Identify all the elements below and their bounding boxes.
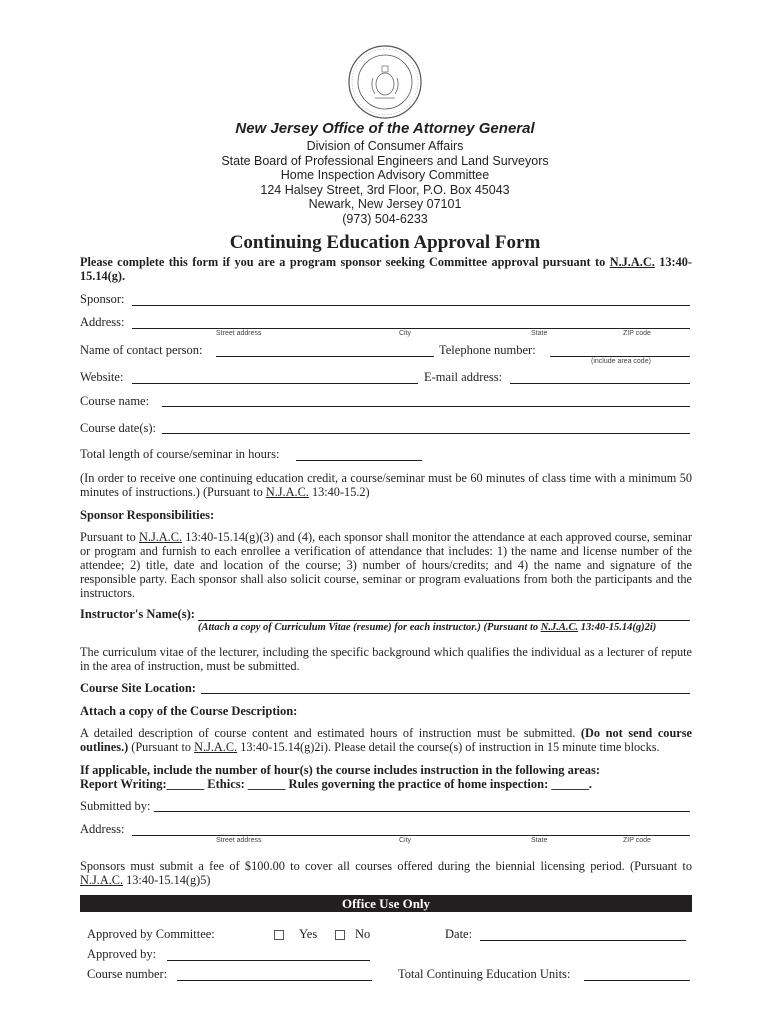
header-line: Newark, New Jersey 07101 bbox=[308, 197, 462, 211]
site-location-field[interactable] bbox=[201, 693, 690, 694]
telephone-field[interactable] bbox=[550, 356, 690, 357]
fee-text: Sponsors must submit a fee of $100.00 to cover all courses offered during the biennial licensing period. (Pursuant to N.J.A.C. 13:40-15.14(g)5) bbox=[80, 859, 692, 887]
street-caption: Street address bbox=[216, 330, 262, 337]
instructor-field[interactable] bbox=[198, 620, 690, 621]
attach-desc-heading: Attach a copy of the Course Description: bbox=[80, 704, 298, 718]
submitted-by-label: Submitted by: bbox=[80, 799, 151, 813]
header-line: Home Inspection Advisory Committee bbox=[280, 168, 490, 182]
website-field[interactable] bbox=[132, 383, 418, 384]
state-caption: State bbox=[531, 330, 548, 337]
total-units-field[interactable] bbox=[584, 980, 690, 981]
website-label: Website: bbox=[80, 370, 124, 384]
site-location-label: Course Site Location: bbox=[80, 681, 196, 695]
sponsor-label: Sponsor: bbox=[80, 292, 125, 306]
office-name: New Jersey Office of the Attorney General bbox=[235, 120, 535, 137]
no-checkbox[interactable] bbox=[335, 930, 345, 940]
city-caption: City bbox=[399, 837, 412, 844]
intro-text: Please complete this form if you are a program sponsor seeking Committee approval pursuant to N.J.A.C. 13:40-15.14(g). bbox=[80, 255, 692, 283]
form-title: Continuing Education Approval Form bbox=[229, 232, 541, 253]
city-caption: City bbox=[399, 330, 412, 337]
total-length-label: Total length of course/seminar in hours: bbox=[80, 447, 280, 461]
street-caption: Street address bbox=[216, 837, 262, 844]
area-code-caption: (include area code) bbox=[591, 358, 651, 365]
date-field[interactable] bbox=[480, 940, 686, 941]
office-use-heading: Office Use Only bbox=[80, 895, 692, 912]
desc-text: A detailed description of course content and estimated hours of instruction must be submitted. (Do not send course outlines.) (Pursuant to N.J.A.C. 13:40-15.14(g)2i). Please detail the course(s) of instruction in 15 minute time blocks. bbox=[80, 726, 692, 754]
header-line: 124 Halsey Street, 3rd Floor, P.O. Box 45043 bbox=[260, 182, 510, 197]
email-label: E-mail address: bbox=[424, 370, 503, 384]
header-line: Division of Consumer Affairs bbox=[306, 139, 464, 153]
no-label: No bbox=[355, 927, 371, 941]
credit-note: (In order to receive one continuing education credit, a course/seminar must be 60 minutes of class time with a minimum 50 minutes of instructions.) (Pursuant to N.J.A.C. 13:40-15.2) bbox=[80, 471, 692, 499]
total-length-field[interactable] bbox=[296, 460, 422, 461]
cv-text: The curriculum vitae of the lecturer, including the specific background which qualifies the individual as a lecturer of repute in the area of instruction, must be submitted. bbox=[80, 645, 692, 673]
course-number-label: Course number: bbox=[87, 967, 168, 981]
sponsor-resp-text: Pursuant to N.J.A.C. 13:40-15.14(g)(3) and (4), each sponsor shall monitor the attendance at each approved course, seminar or program and furnish to each enrollee a verification of attendance that includes: 1) the name and license number of the attendee; 2) title, date and location of the course; 3) number of hours/credits; and 4) the name and signature of the responsible party. Each sponsor shall also solicit course, seminar or program evaluations from both the participants and the instructors. bbox=[80, 530, 692, 600]
hours-areas-line1: If applicable, include the number of hour(s) the course includes instruction in the following areas: bbox=[80, 763, 601, 777]
address-label: Address: bbox=[80, 315, 125, 329]
approved-by-label: Approved by: bbox=[87, 947, 157, 961]
course-number-field[interactable] bbox=[177, 980, 372, 981]
zip-caption: ZIP code bbox=[623, 837, 651, 844]
header-line: State Board of Professional Engineers and Land Surveyors bbox=[221, 153, 549, 168]
yes-label: Yes bbox=[299, 927, 318, 941]
state-caption: State bbox=[531, 837, 548, 844]
course-dates-field[interactable] bbox=[162, 433, 690, 434]
address2-field[interactable] bbox=[132, 835, 690, 836]
telephone-label: Telephone number: bbox=[439, 343, 536, 357]
course-name-label: Course name: bbox=[80, 394, 150, 408]
contact-field[interactable] bbox=[216, 356, 434, 357]
zip-caption: ZIP code bbox=[623, 330, 651, 337]
sponsor-resp-heading: Sponsor Responsibilities: bbox=[80, 508, 215, 522]
hours-areas-line2: Report Writing:______ Ethics: ______ Rules governing the practice of home inspection: ______. bbox=[80, 777, 592, 791]
submitted-by-field[interactable] bbox=[154, 811, 690, 812]
course-dates-label: Course date(s): bbox=[80, 421, 157, 435]
state-seal bbox=[347, 44, 423, 120]
instructor-label: Instructor's Name(s): bbox=[80, 607, 195, 621]
course-name-field[interactable] bbox=[162, 406, 690, 407]
contact-label: Name of contact person: bbox=[80, 343, 203, 357]
address-field[interactable] bbox=[132, 328, 690, 329]
email-field[interactable] bbox=[510, 383, 690, 384]
date-label: Date: bbox=[445, 927, 473, 941]
instructor-note: (Attach a copy of Curriculum Vitae (resume) for each instructor.) (Pursuant to N.J.A.C. 13:40-15.14(g)2i) bbox=[198, 622, 657, 633]
total-units-label: Total Continuing Education Units: bbox=[398, 967, 571, 981]
yes-checkbox[interactable] bbox=[274, 930, 284, 940]
address2-label: Address: bbox=[80, 822, 125, 836]
header-line: (973) 504-6233 bbox=[342, 211, 428, 226]
approved-committee-label: Approved by Committee: bbox=[87, 927, 215, 941]
approved-by-field[interactable] bbox=[167, 960, 370, 961]
sponsor-field[interactable] bbox=[132, 305, 690, 306]
